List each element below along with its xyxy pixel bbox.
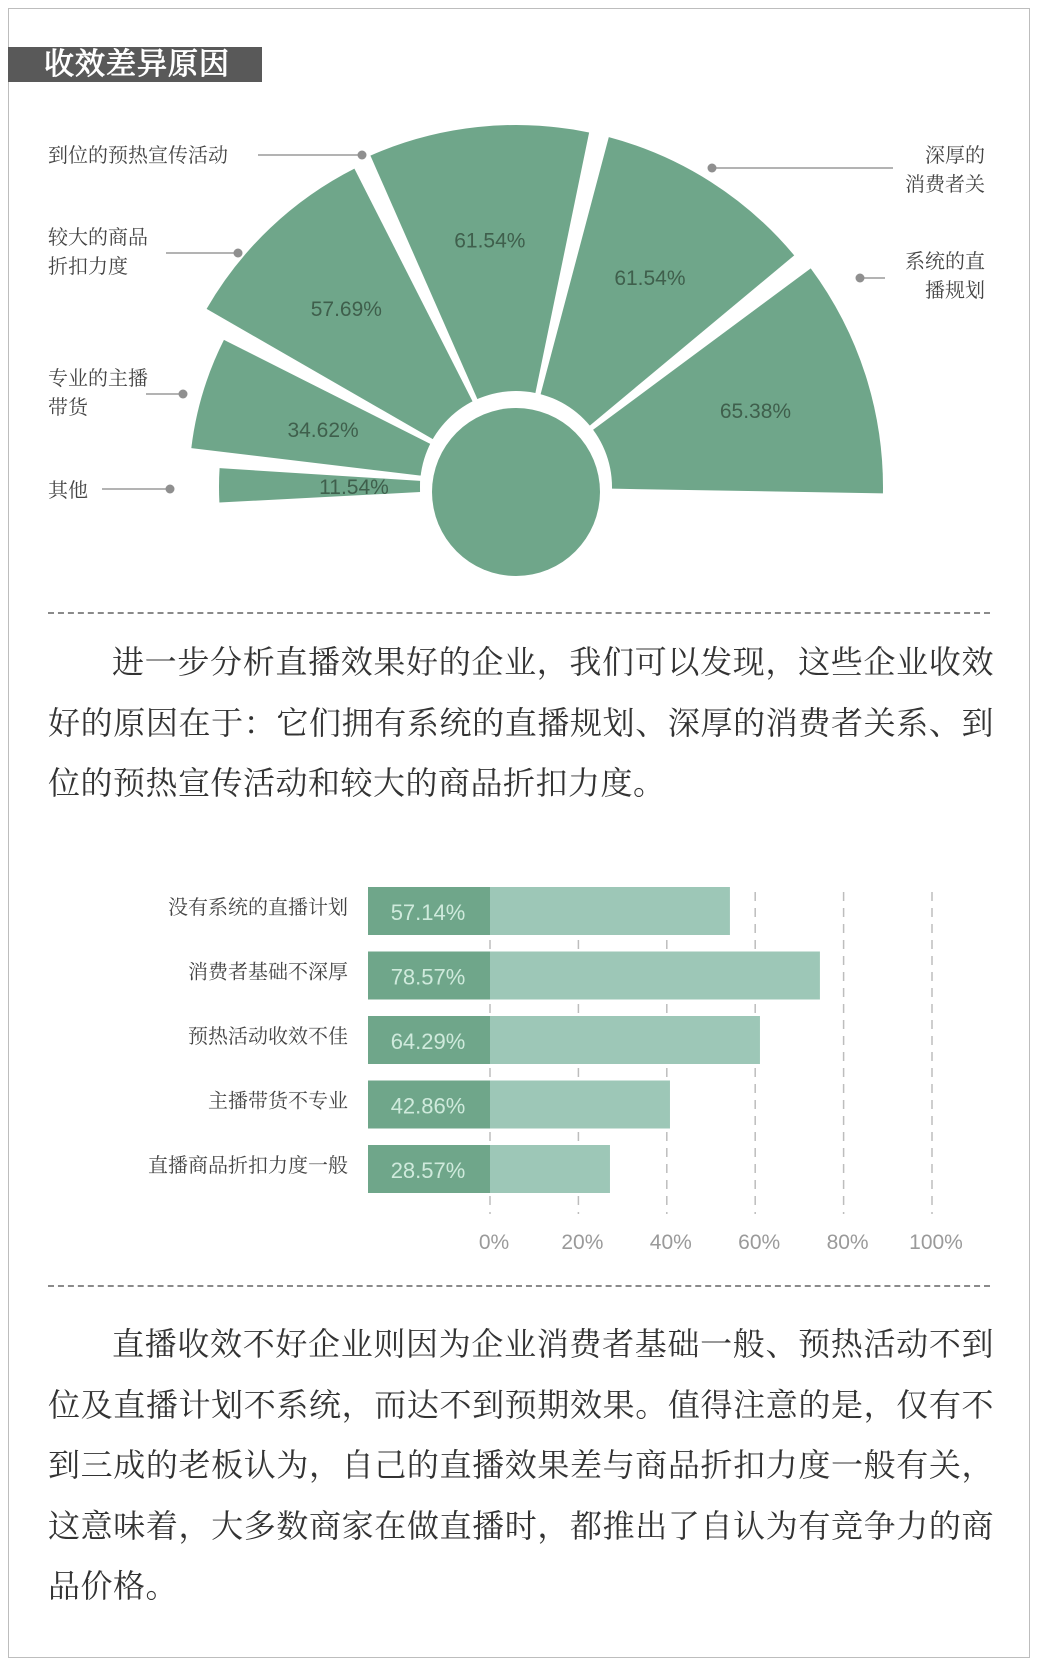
x-tick-label: 40% — [649, 1231, 692, 1254]
bar-category-label: 没有系统的直播计划 — [168, 895, 348, 919]
bar-value-label: 28.57% — [390, 1158, 466, 1183]
x-tick-label: 60% — [738, 1231, 781, 1254]
leader-dot — [358, 151, 367, 160]
fan-value-label: 65.38% — [719, 400, 792, 424]
paragraph-1: 进一步分析直播效果好的企业，我们可以发现，这些企业收效好的原因在于：它们拥有系统的直播规划、深厚的消费者关系、到位的预热宣传活动和较大的商品折扣力度。 — [48, 643, 994, 802]
dashed-divider — [48, 612, 990, 614]
x-tick-label: 100% — [909, 1231, 963, 1254]
fan-chart — [0, 0, 1038, 600]
x-tick-label: 80% — [826, 1231, 869, 1254]
fan-value-label: 61.54% — [454, 229, 526, 253]
fan-category-label: 较大的商品折扣力度 — [48, 225, 148, 278]
fan-category-label: 到位的预热宣传活动 — [48, 143, 228, 167]
leader-dot — [234, 249, 243, 258]
fan-value-label: 57.69% — [310, 298, 382, 322]
bar-category-label: 预热活动收效不佳 — [188, 1024, 348, 1048]
fan-category-label: 其他 — [48, 478, 88, 502]
leader-dot — [166, 485, 175, 494]
fan-value-label: 11.54% — [319, 476, 389, 500]
x-tick-label: 0% — [478, 1231, 510, 1254]
paragraph-2: 直播收效不好企业则因为企业消费者基础一般、预热活动不到位及直播计划不系统，而达不到预期效果。值得注意的是，仅有不到三成的老板认为，自己的直播效果差与商品折扣力度一般有关，这意味着，大多数商家在做直播时，都推出了自认为有竞争力的商品价格。 — [48, 1325, 994, 1605]
leader-dot — [179, 390, 188, 399]
section-title: 收效差异原因 — [8, 47, 262, 82]
x-tick-label: 20% — [561, 1231, 604, 1254]
dashed-divider — [48, 1285, 990, 1287]
center-circle — [432, 408, 600, 576]
bar-value-label: 78.57% — [390, 964, 466, 990]
fan-category-label: 深厚的消费者关 — [905, 143, 985, 196]
bar-value-label: 64.29% — [390, 1029, 466, 1054]
fan-category-label: 专业的主播带货 — [48, 366, 148, 419]
bar-category-label: 消费者基础不深厚 — [188, 959, 348, 984]
fan-category-label: 系统的直播规划 — [905, 249, 985, 302]
fan-value-label: 34.62% — [287, 418, 359, 442]
bar-value-label: 57.14% — [390, 900, 466, 925]
leader-dot — [856, 274, 865, 283]
bar-chart — [0, 860, 1038, 1280]
leader-dot — [708, 164, 717, 173]
bar-category-label: 直播商品折扣力度一般 — [148, 1153, 348, 1177]
fan-value-label: 61.54% — [614, 267, 686, 291]
bar-value-label: 42.86% — [390, 1093, 466, 1119]
bar-category-label: 主播带货不专业 — [208, 1088, 348, 1113]
